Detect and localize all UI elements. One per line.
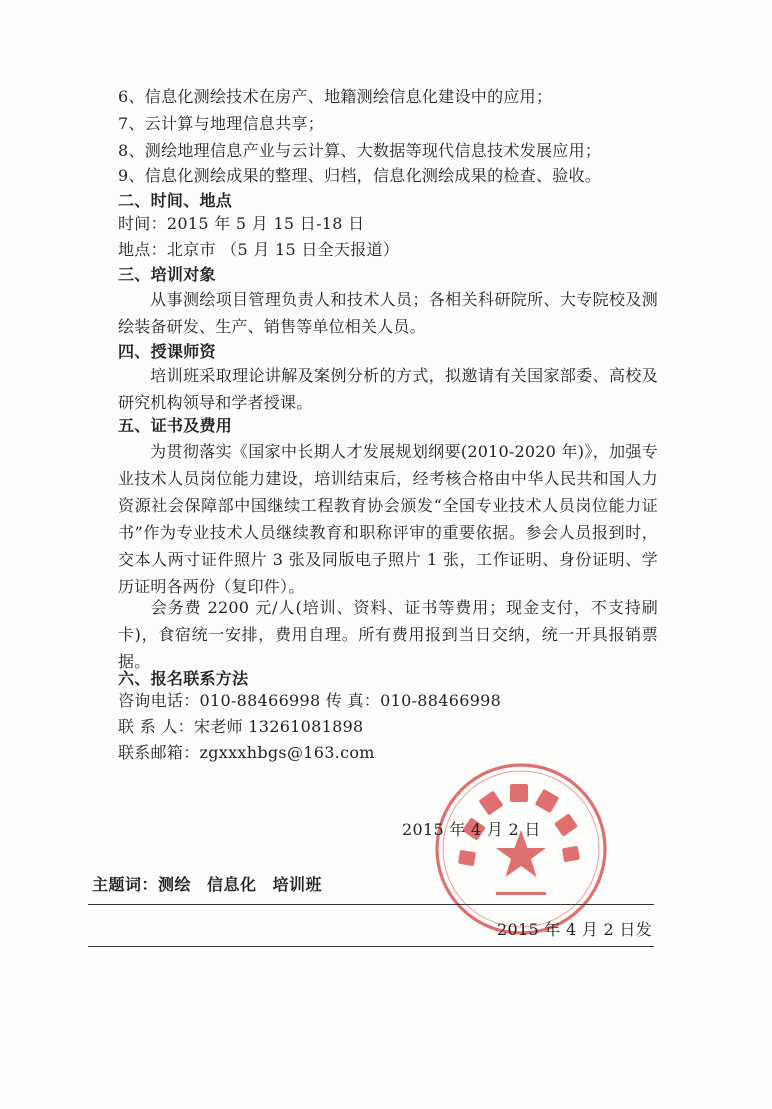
email-line: 联系邮箱：zgxxxhbgs@163.com bbox=[118, 743, 375, 762]
section-heading-certificate: 五、证书及费用 bbox=[118, 416, 233, 435]
place-line: 地点：北京市 （5 月 15 日全天报道） bbox=[118, 240, 400, 259]
target-text: 从事测绘项目管理负责人和技术人员；各相关科研院所、大专院校及测绘装备研发、生产、销售等单位相关人员。 bbox=[118, 290, 658, 336]
time-line: 时间：2015 年 5 月 15 日-18 日 bbox=[118, 214, 365, 233]
target-paragraph bbox=[118, 286, 658, 340]
list-item-8: 8、测绘地理信息产业与云计算、大数据等现代信息技术发展应用； bbox=[118, 141, 602, 160]
section-heading-time-place: 二、时间、地点 bbox=[118, 191, 233, 210]
issue-date: 2015 年 4 月 2 日发 bbox=[497, 920, 653, 939]
section-heading-target: 三、培训对象 bbox=[118, 265, 216, 284]
list-item-9: 9、信息化测绘成果的整理、归档，信息化测绘成果的检查、验收。 bbox=[118, 166, 602, 185]
section-heading-teachers: 四、授课师资 bbox=[118, 342, 216, 361]
contact-person-line: 联 系 人：宋老师 13261081898 bbox=[118, 717, 364, 736]
subject-keywords bbox=[92, 872, 338, 895]
divider-bottom bbox=[88, 946, 654, 947]
section-heading-contact: 六、报名联系方法 bbox=[118, 669, 249, 688]
subject-word-training: 培训班 bbox=[272, 875, 323, 894]
phone-fax-line: 咨询电话：010-88466998 传 真：010-88466998 bbox=[118, 691, 502, 710]
certificate-paragraph bbox=[118, 438, 658, 600]
fee-text: 会务费 2200 元/人(培训、资料、证书等费用；现金支付，不支持刷卡)，食宿统一安排，费用自理。所有费用报到当日交纳，统一开具报销票据。 bbox=[118, 598, 658, 671]
divider-top bbox=[88, 904, 654, 905]
fee-paragraph bbox=[118, 594, 658, 675]
subject-label: 主题词：测绘 bbox=[92, 875, 192, 894]
certificate-text: 为贯彻落实《国家中长期人才发展规划纲要(2010-2020 年)》，加强专业技术人员岗位能力建设，培训结束后，经考核合格由中华人民共和国人力资源社会保障部中国继续工程教育协会颁发“全国专业技术人员岗位能力证书”作为专业技术人员继续教育和职称评审的重要依据。参会人员报到时，交本人两寸证件照片 3 张及同版电子照片 1 张，工作证明、身份证明、学历证明各两份（复印件）。 bbox=[118, 442, 658, 596]
official-seal-stamp bbox=[432, 760, 610, 938]
list-item-7: 7、云计算与地理信息共享； bbox=[118, 114, 325, 133]
subject-word-informatization: 信息化 bbox=[207, 875, 257, 894]
teachers-paragraph bbox=[118, 362, 658, 416]
signature-date: 2015 年 4 月 2 日 bbox=[402, 820, 541, 839]
list-item-6: 6、信息化测绘技术在房产、地籍测绘信息化建设中的应用； bbox=[118, 87, 553, 106]
teachers-text: 培训班采取理论讲解及案例分析的方式，拟邀请有关国家部委、高校及研究机构领导和学者授课。 bbox=[118, 366, 658, 412]
